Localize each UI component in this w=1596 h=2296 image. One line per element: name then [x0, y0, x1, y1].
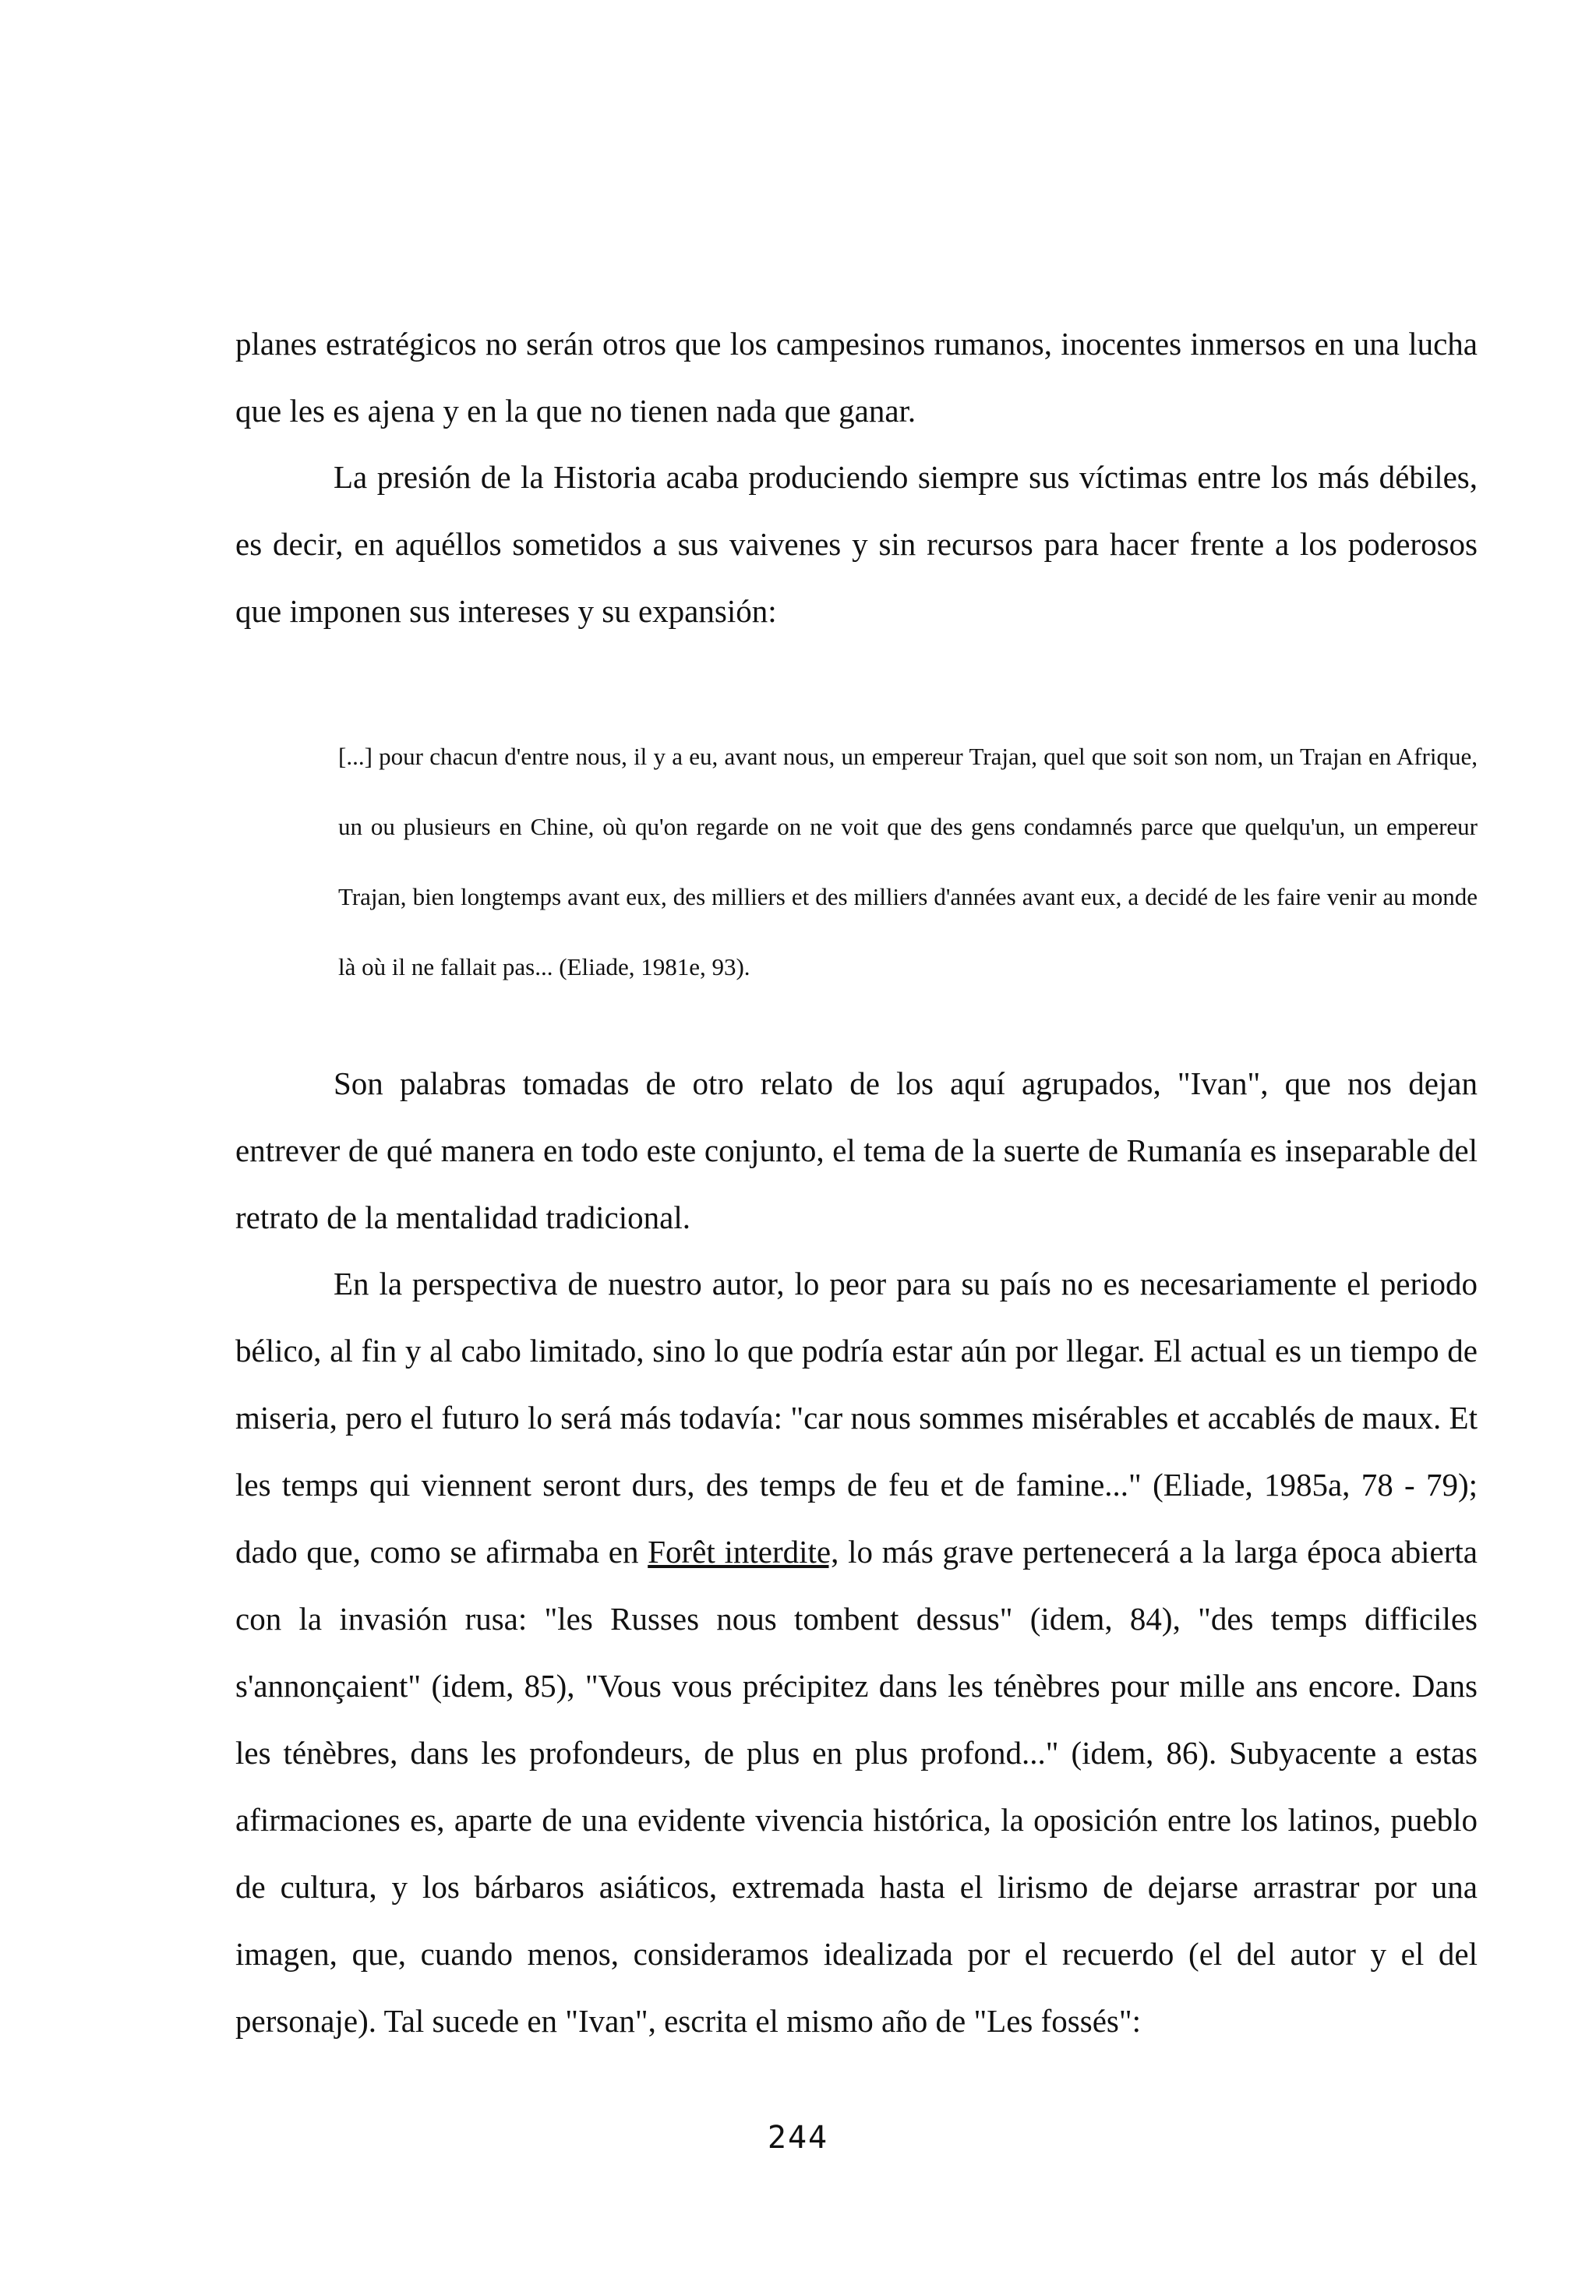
- paragraph-2: La presión de la Historia acaba produciendo siempre sus víctimas entre los más débiles, es decir, en aquéllos sometidos a sus vaivenes y sin recursos para hacer frente a los poderosos que imponen sus intereses y su expansión:: [235, 459, 1478, 629]
- paragraph-4: [235, 1250, 1478, 2054]
- paragraph-3: Son palabras tomadas de otro relato de los aquí agrupados, "Ivan", que nos dejan entrever de qué manera en todo este conjunto, el tema de la suerte de Rumanía es inseparable del retrato de la mentalidad tradicional.: [235, 1065, 1478, 1235]
- block-quote: [...] pour chacun d'entre nous, il y a eu, avant nous, un empereur Trajan, quel que soit son nom, un Trajan en Afrique, un ou plusieurs en Chine, où qu'on regarde on ne voit que des gens condamnés parce que quelqu'un, un empereur Trajan, bien longtemps avant eux, des milliers et des milliers d'années avant eux, a decidé de les faire venir au monde là où il ne fallait pas... (Eliade, 1981e, 93).: [338, 743, 1478, 980]
- paragraph-4-text-a: En la perspectiva de nuestro autor, lo peor para su país no es necesariamente el periodo bélico, al fin y al cabo limitado, sino lo que podría estar aún por llegar. El actual es un tiempo de miseria, pero el futuro lo será más todavía: "car nous sommes misérables et accablés de maux. Et les temps qui viennent seront durs, des temps de feu et de famine..." (Eliade, 1985a, 78 - 79); dado que, como se afirmaba en: [235, 1266, 1478, 1570]
- paragraph-1: planes estratégicos no serán otros que los campesinos rumanos, inocentes inmersos en una lucha que les es ajena y en la que no tienen nada que ganar.: [235, 326, 1478, 429]
- paragraph-4-text-b: lo más grave pertenecerá a la larga época abierta con la invasión rusa: "les Russes nous tombent dessus" (idem, 84), "des temps difficiles s'annonçaient" (idem, 85), "Vous vous précipitez dans les ténèbres pour mille ans encore. Dans les ténèbres, dans les profondeurs, de plus en plus profond..." (idem, 86). Subyacente a estas afirmaciones es, aparte de una evidente vivencia histórica, la oposición entre los latinos, pueblo de cultura, y los bárbaros asiáticos, extremada hasta el lirismo de dejarse arrastrar por una imagen, que, cuando menos, consideramos idealizada por el recuerdo (el del autor y el del personaje). Tal sucede en "Ivan", escrita el mismo año de "Les fossés":: [235, 1534, 1478, 2039]
- book-title-foret-interdite: Forêt interdite,: [648, 1534, 839, 1570]
- page-number: 244: [767, 2120, 829, 2156]
